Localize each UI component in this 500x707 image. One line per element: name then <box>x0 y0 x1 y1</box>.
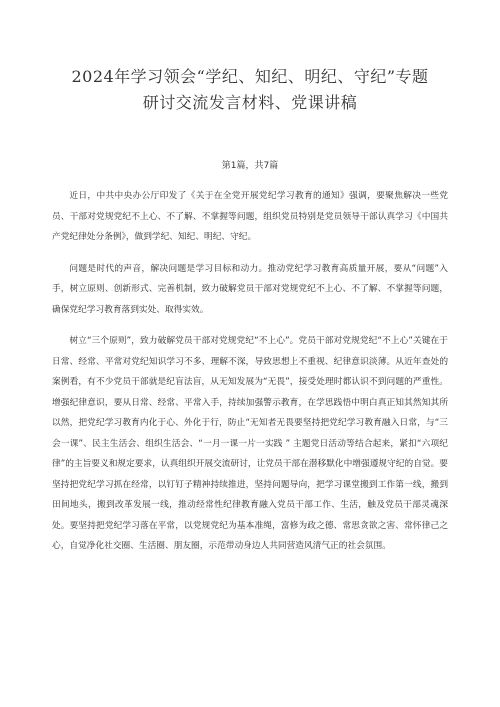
title-line-1: 2024年学习领会“学纪、知纪、明纪、守纪”专题 <box>71 67 429 86</box>
paragraph-3: 树立“三个原则”，致力破解党员干部对党规党纪“不上心”。党员干部对党规党纪“不上心”关键在于日常、经常、平常对党纪知识学习不多、理解不深，导致思想上不重视、纪律意识淡薄。从近年查处的案例看，有不少党员干部就是纪盲法盲，从无知发展为“无畏”，接受处理时都认识不到问题的严重性。增强纪律意识，要从日常、经常、平常入手，持续加强警示教育，在学思践悟中明白真正知其然知其所以然，把党纪学习教育内化于心、外化于行，防止“无知者无畏要坚持把党纪学习教育融入日常，与“三会一课”、民主生活会、组织生活会、“一月一课一片一实践 ” 主题党日活动等结合起来，紧扣“六项纪律”的主旨要义和规定要求，认真组织开展交流研讨，让党员干部在潜移默化中增强遵规守纪的自觉。要坚持把党纪学习抓在经常，以钉钉子精神持续推进，坚持问题导向，把学习课堂搬到工作第一线，搬到田间地头，搬到改革发展一线，推动经常性纪律教育融入党员干部工作、生活，触及党员干部灵魂深处。要坚持把党纪学习落在平常，以党规党纪为基本准绳，富修为政之德、常思贪欲之害、常怀律己之心，自觉净化社交圈、生活圈、朋友圈，示范带动身边人共同营造风清气正的社会氛围。 <box>52 336 448 551</box>
paragraph-1: 近日，中共中央办公厅印发了《关于在全党开展党纪学习教育的通知》强调，要聚焦解决一些党员、干部对党规党纪不上心、不了解、不掌握等问题，组织党员特别是党员领导干部认真学习《中国共产党纪律处分条例》，做到学纪、知纪、明纪、守纪。 <box>52 191 448 242</box>
section-counter: 第1篇，共7篇 <box>221 161 279 171</box>
paragraph-2: 问题是时代的声音，解决问题是学习目标和动力。推动党纪学习教育高质量开展，要从“问题”入手，树立原则、创新形式、完善机制，致力破解党员干部对党规党纪不上心、不了解、不掌握等问题，确保党纪学习教育落到实处、取得实效。 <box>52 263 448 315</box>
title-line-2: 研讨交流发言材料、党课讲稿 <box>142 93 358 112</box>
document-title <box>52 64 448 116</box>
